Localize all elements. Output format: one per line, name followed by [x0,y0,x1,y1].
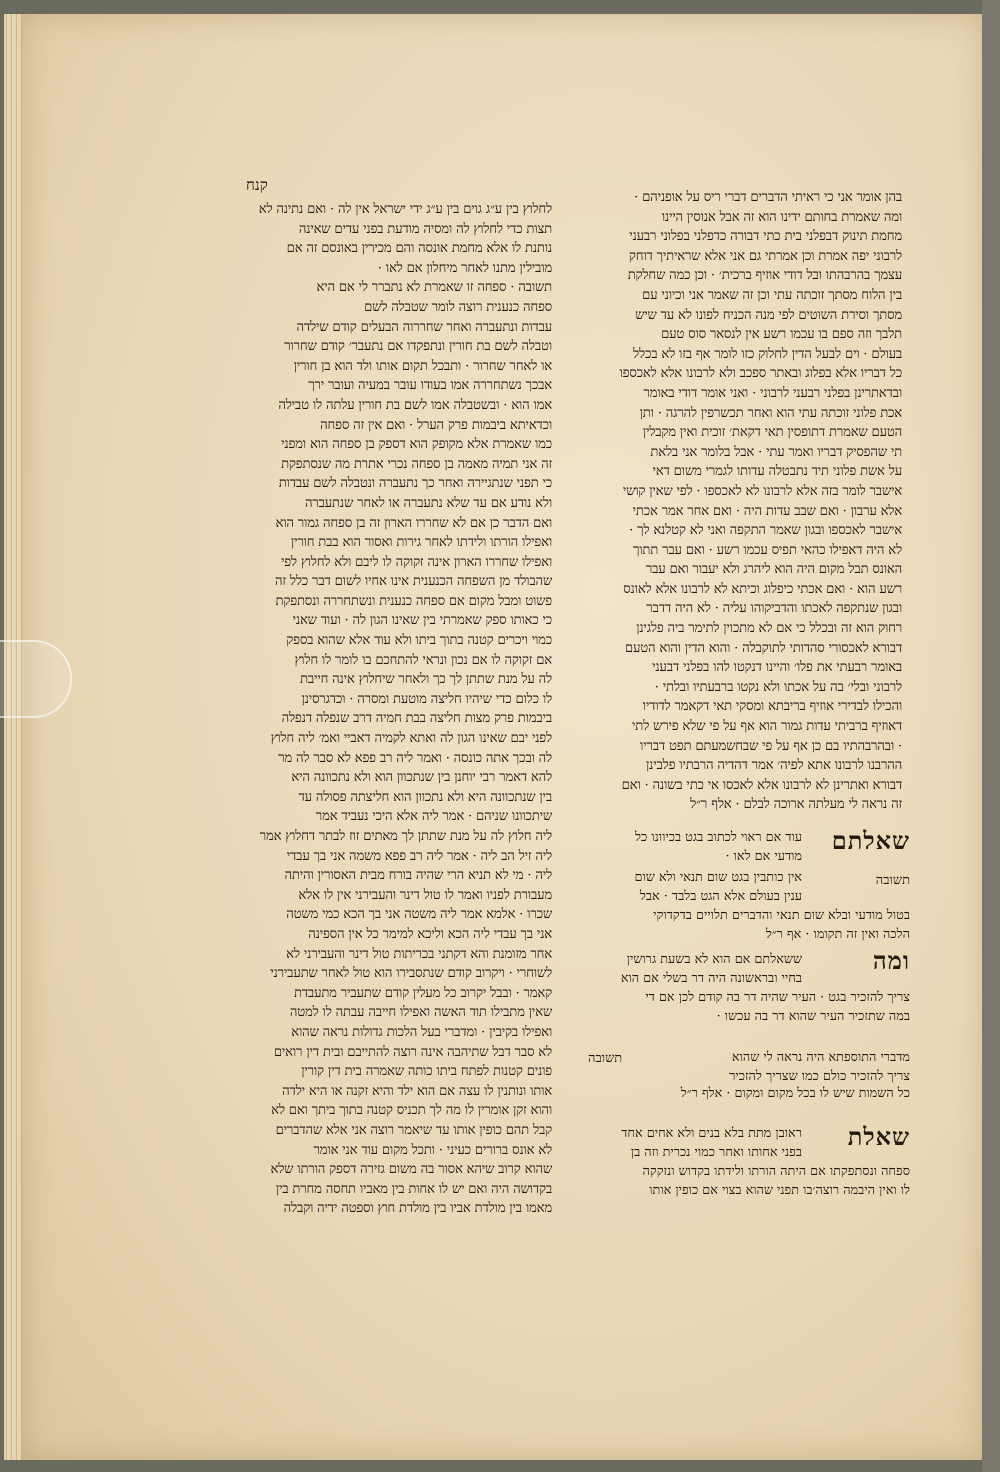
text-line: לחלוץ בין ע״ג גוים בין ע״ג ידי ישראל אין לה · ואם נתינה לא [258,202,552,217]
text-line: שאין מתבילו תוד האשה ואפילו חייבה עבתה לו למטה [289,1005,552,1021]
text-line: תשובה · ספחה זו שאמרת לא נתברר לי אם היא [316,280,552,296]
text-line: תי שהפסיק דבריו ואמר עתי · אבל בלומר אני בלאת [650,444,902,460]
text-line: מסתך וסירת השוטים לפי מנה הכניח לפונו לא עד שיש [635,307,902,323]
text-line: והוא זקן אומרין לו מה לך תכניס קטנה בתוך ביתך ואם לא [271,1103,552,1119]
text-line: עוד אם ראוי לכתוב בגט בכיוונו כל [635,830,802,845]
text-line: והכילו לבדירי אוזיף בריבתא ומסקי תאי דקאמר לדודיו [642,699,902,715]
text-line: וכדאיתא ביבמות פרק הערל · ואם אין זה ספחה [320,417,552,433]
text-line: אישבר לאכספו ובגון שאמר התקפה ואני לא קטלנא לך · [629,523,902,539]
text-line: קאמר · ובבל יקרוב כל מעלין קודם שתעביר מתעבדת [293,985,552,1001]
right-column [592,188,902,815]
text-line: האונס תבל מקום היה הוא ליהרג ולא יעבור ואם עבר [645,562,902,578]
text-line: על אשת פלוני תיד נתבטלה עדותו לגמרי משום דאי [652,464,902,480]
text-line: ומה שאמרת בחותם ידינו הוא זה אבל אנוסין היינו [661,209,902,225]
text-line: לא סבר דבל שתיהבה אינה רוצה להתייבם ובית דין רואים [273,1044,552,1060]
text-line: כמו שאמרת אלא מקופק הוא דספק בן ספחה הוא ומפני [281,437,552,453]
text-line: לרבוני ובלי׳ בה על אכתו ולא נקטו ברבעתיו ובלתי · [654,679,902,695]
text-line: לו כלום כדי שיהיו חליצה מוטעת ומסרה · וכדגרסינן [301,691,552,707]
text-line: ליה · מי לא תניא הרי שהיה בורח מבית האסורין והיתה [284,868,552,884]
text-line: מודעי אם לאו · [725,849,802,865]
text-line: ראובן מתת בלא בנים ולא אחים אחד [621,1126,802,1141]
text-line: אישבר לומר בזה אלא לרבונו לא לאכספו · לפי שאין קושי [622,483,902,499]
text-line: שכרו · אלמא אמר ליה משטה אני בך הכא כמי משטה [286,907,552,923]
text-line: כל דבריו אלא בפלוג ובאתר ספכב ולא לרבונו אלא לאכספו [619,366,902,382]
section-question-text-2 [588,950,802,989]
text-line: צריך להזכיר בגט · העיר שהיה דר בה קודם לכן אם די [645,990,910,1005]
text-line: הלכה ואין זה תקומו · אף ר״ל [765,927,910,943]
text-line: תצות כדי לחלוץ לה ומסיה מודעת בפני עדים שאינה [298,221,552,237]
text-line: פונים קטנות לפתח ביתו כותה שאמרה בית דין קורין [301,1064,552,1080]
text-line: ובדאתרינן בפלני רבעני לרבוני · ואני אומר דודי באומר [643,385,902,401]
section-question-continuation [588,1162,910,1201]
text-line: בהן אומר אני כי ראיתי הדברים דברי ריס על אופניהם · [634,190,902,205]
text-line: רשע הוא · ואם אכתי כיפלוג וכיתא לא לרבונו אלא לאונס [623,581,902,597]
text-line: פשוט ומבל מקום אם ספחה כנענית ונשתחררה ונסתפקת [275,593,552,609]
page-clip [0,640,72,718]
section-question-text [588,1124,802,1163]
text-line: אין כותבין בגט שום תנאי ולא שום [634,870,802,885]
text-line: אמו הוא · ובשטבלה אמו לשם בת חורין עלתה לו טבילה [278,397,552,413]
section-question-text [588,828,802,867]
text-line: ולא נודע אם עד שלא נתעברה או לאחר שנתעברה [304,495,552,511]
text-line: לה על מנת שתתן לך כך ולאחר שיחלוץ אינה חייבת [300,672,552,688]
text-line: ששאלתם אם הוא לא בשעת גרושין [626,952,802,967]
text-line: אלא ערבון · ואם שבב עדות היה · ואם אחר אמר אכתי [632,503,902,519]
text-line: כמוי ויכרים קטנה בתוך ביתו ולא עוד אלא שהוא בספק [286,633,552,649]
text-line: כי כאותו ספק שאמרתי בין שאינו הגון לה · ועוד שאני [292,613,552,629]
text-line: בטול מודעי ובלא שום תנאי והדברים תלויים בדקדוקי [653,908,910,923]
text-line: מדברי התוספתא היה נראה לי שהוא [731,1050,910,1065]
text-line: לשוחרי · ויקרוב קודם שנתסבירו הוא טול לאחר שתעבירני [270,966,552,982]
text-line: במה שתזכיר העיר שהוא דר בה עכשו · [716,1009,910,1025]
text-line: צריך להזכיר כולם כמו שצריך להזכיר [729,1069,910,1085]
text-line: ענין בעולם אלא הגט בלבד · אבל [639,889,802,905]
text-line: וטבלה לשם בת חורין ונתפקדו אם נתעבר׳ קודם שחרור [284,339,552,355]
answer-label: תשובה [588,1051,623,1066]
section-answer-text [588,868,802,907]
folio-number: קנח [246,176,268,194]
text-line: בפני אחותו ואחר כמוי נכרית וזה בן [630,1145,802,1161]
section-answer-text [650,1048,910,1087]
text-line: לא היה דאפילו כהאי תפיס עכמו רשע · ואם עבר תתוך [632,542,902,558]
text-line: לה ובכך אתה כונסה · ואמר ליה רב פפא לא סבר לה מר [278,750,552,766]
text-line: דאוזיף ברביתי עדות גמור הוא אף על פי שלא פירש לתי [632,719,902,735]
text-line: באומר רבעתי את פלו׳ והיינו דנקטו להו בפלני דבעני [652,660,902,676]
text-line: אותו ונותנין לו עצה אם הוא ילד והיא זקנה או היא ילדה [282,1083,552,1099]
text-line: כל השמות שיש לו בכל מקום ומקום · אלף ר״ל [680,1086,910,1101]
text-line: או לאחר שחרור · ותבכל תקום אותו ולד הוא בן חורין [293,358,552,374]
text-line: דבורא לאכסורי סהדותי לתוקבלה · והוא הדין והוא הטעם [624,640,902,656]
text-line: מעבורת לפניו ואמר לו טול דינר והעבירני אין לו אלא [298,887,552,903]
page-edge [4,14,24,1460]
answer-label: תשובה [875,873,910,888]
section-question-text-2-wide [588,988,910,1027]
text-line: דבורא ואתרינן לא לרבונו אלא לאכסו אי כתי בשונה · ואם [621,777,902,793]
answer-section-2 [588,1046,910,1106]
text-line: ספחה ונסתפקתו אם היתה הורתו ולידתו בקדוש ונזקקה [642,1164,910,1179]
text-line: שהבולד מן השפחה הכנענית אינו אחיו לשום דבר כלל זה [275,574,552,590]
text-line: מחמת תינוק דבפלני בית כתי דבורה כדפלני בפלוני רבעני [629,229,902,245]
text-line: לרבוני יפה אמרת וכן אמרתי גם אני אלא שראיתיך דוחק [628,248,902,264]
text-line: ואפילו בקיבין · ומדברי בעל הלכות גדולות נראה שהוא [291,1024,552,1040]
text-line: אחר מזומנת והא דקתני בכריתות טול דינר והעבירני לא [286,946,552,962]
text-line: עצמך בהרבהתו ובל דודי אוזיף ברכית׳ · וכן כמה שחלקת [627,268,902,284]
section-heading-2: ומה [872,946,910,975]
text-line: בחיי ובראשונה היה דר בשלי אם הוא [620,971,802,987]
text-line: כי תפני שנתגיירה ואחר כך נתעברה ונטבלה לשם עבדות [278,476,552,492]
text-line: ואם הדבר כן אם לא שחררו הארון זה בן ספחה גמור הוא [275,515,552,531]
text-line: ואפילו שחררו הארון אינה זקוקה לו ליבם ולא לחלוץ לפי [280,554,552,570]
text-line: ספחה כנענית רוצה לומר שטבלה לשם [364,299,552,315]
text-line: אני בך עבדי ליה הכא וליכא למימר כל אין הספינה [308,926,552,942]
text-line: מובילין מתנו לאחר מיחלון אם לאו · [377,260,552,276]
left-column [202,200,552,1219]
text-line: קבל תהם כופין אותו עד שיאמר רוצה אני אלא שהדברים [275,1122,552,1138]
text-line: בין שנתכוונה היא ולא נתכוון הוא חליצתה פסולה עד [298,789,552,805]
text-line: אבכך נשתחררה אמו בעודו עובר במעיה ועובר ירך [308,378,552,394]
text-line: לו ואין היבמה רוצה׳בו תפני שהוא בצוי אם כופין אותו [649,1183,910,1199]
text-line: ליה זיל הב ליה · אמר ליה רב פפא משמה אני בך עבדי [286,848,552,864]
text-line: ובגון שנתקפה לאכתו והדביקוהו עליה · לא היה דדבר [646,601,902,617]
text-line: זה אני תמיה מאמה בן ספחה נכרי אתרת מה שנסתפקת [281,456,552,472]
section-answer-wide-text [588,1084,910,1103]
section-answer-wide-text [588,906,910,945]
text-line: תלבך וזה ספם בו עכמו רשע אין לנסאר סוס טעם [661,327,902,343]
text-line: בעולם · וים לבעל הדין לחלוק כזו לומר אף בזו לא בכלל [633,346,902,362]
text-line: · ובהרבהתיו בם כן אף על פי שבחשמעתם תפט דבריו [640,738,902,754]
text-line: עבדות ונתעברה ואחר שחררוה הבעלים קודם שילדה [296,319,552,335]
text-line: נותנת לו אלא מחמת אונסה והם מכירין באונסם זה אם [286,241,552,257]
text-line: ההרבנו לרבונו אתא לפיה׳ אמר דהדיה הרבתיו פלבינן [645,758,902,774]
text-line: בין הלוח מסתך זוכתה עתי וכן זה שאמר אני וכיוני עם [642,287,902,303]
text-line: לפני יבם שאינו הגון לה ואתא לקמיה דאביי ואמ׳ ליה חלוץ [270,731,552,747]
book-spine [982,0,1000,1472]
question-section-1 [588,826,910,1034]
text-line: שיתכוונו שניהם · אמר ליה אלא היכי נעביד אמר [315,809,552,825]
text-line: לא אונס ברורים כעיני · ותכל מקום עוד אני אומר [313,1142,552,1158]
text-line: מאמו בין מולדת אביו בין מולדת חוץ וספטה ידיה וקבלה [283,1201,552,1217]
text-line: ביבמות פרק מצות חליצה בבת חמיה דרב שנפלה דנפלה [281,711,552,727]
text-line: ואפילו הורתו ולידתו לאחר גירות ואסור הוא בבת חורין [290,535,552,551]
text-line: בקדושה היה ואם יש לו אחות בין מאביו תחסה מחרת בין [275,1181,552,1197]
question-section-3 [588,1122,910,1212]
section-heading: שאלתם [831,826,910,855]
text-line: אכת פלוני זוכתה עתי הוא ואחר תכשרפין להרגה · ותן [639,405,902,421]
text-line: זה נראה לי מעלתה ארוכה לבלם · אלף ר״ל [690,797,902,813]
text-line: רחוק הוא זה ובכלל כי אם לא מתכוין לתימר ביה פלגינן [636,621,902,637]
text-line: שהוא קרוב שיהא אסור בה משום גזירה דספק הורתו שלא [270,1162,552,1178]
text-line: להא דאמר רבי יוחנן בין שנתכוון הוא ולא נתכוונה היא [291,770,552,786]
text-line: ליה חלוץ לה על מנת שתתן לך מאתים זוז לבתר דחלוץ אמר [259,829,552,844]
text-line: אם זקוקה לו אם נכון ונראי להתחכם בו לומר לו חלוץ [294,652,552,668]
text-line: הטעם שאמרת דתופסין תאי דקאת׳ זוכית ואין מקבלין [642,425,902,441]
section-heading: שאלת [847,1122,910,1151]
